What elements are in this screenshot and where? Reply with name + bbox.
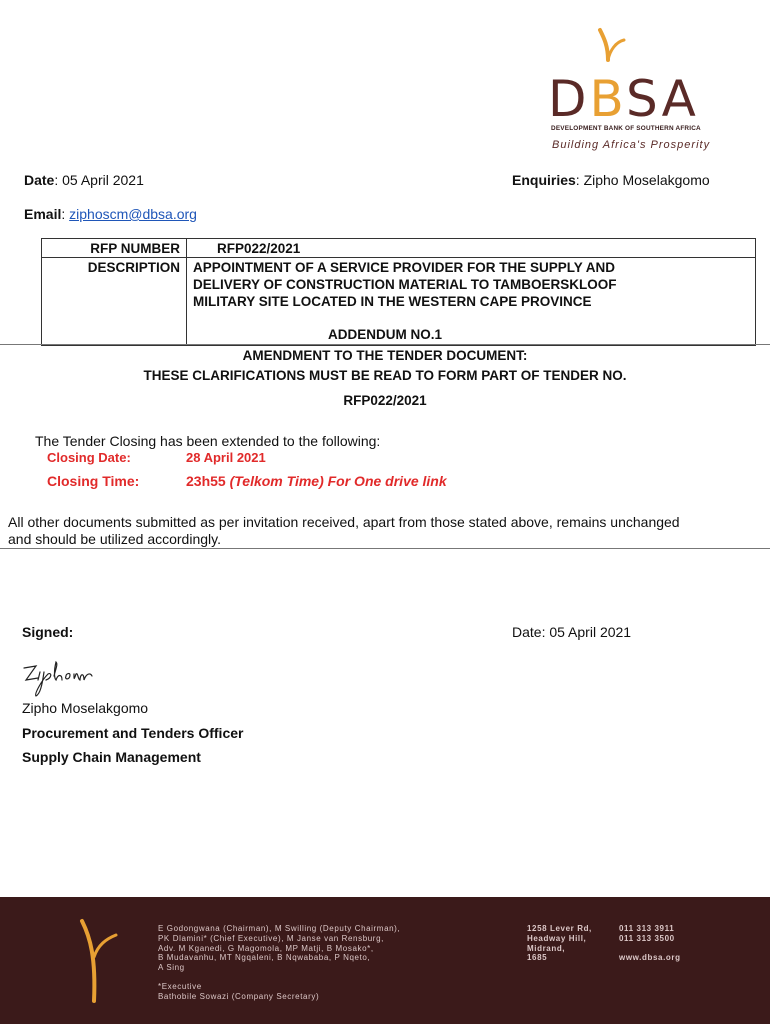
notice-line-1: All other documents submitted as per invitation received, apart from those stated above, remains unchanged — [8, 514, 680, 530]
enquiries-label: Enquiries — [512, 172, 576, 188]
footer-sprout-icon — [76, 917, 126, 1007]
signature-scribble — [22, 658, 102, 698]
signed-label: Signed: — [22, 624, 74, 640]
addendum-subtitle: AMENDMENT TO THE TENDER DOCUMENT: — [242, 348, 528, 363]
footer-phones: 011 313 3911 011 313 3500 — [619, 924, 675, 943]
email-line: Email: ziphoscm@dbsa.org — [24, 206, 197, 222]
addendum-title: ADDENDUM NO.1 — [327, 327, 442, 342]
divider — [0, 548, 770, 549]
notice-line-2: and should be utilized accordingly. — [8, 531, 221, 547]
footer-address: 1258 Lever Rd, Headway Hill, Midrand, 1685 — [527, 924, 592, 963]
rfp-description-value: APPOINTMENT OF A SERVICE PROVIDER FOR THE SUPPLY AND DELIVERY OF CONSTRUCTION MATERIAL TO TAMBOERSKLOOF MILITARY SITE LOCATED IN THE WESTERN CAPE PROVINCE — [187, 258, 756, 346]
signatory-department: Supply Chain Management — [22, 749, 201, 765]
closing-time-value: 23h55 (Telkom Time) For One drive link — [186, 473, 447, 489]
signature — [22, 658, 102, 703]
footer-secretary: *Executive Bathobile Sowazi (Company Secretary) — [158, 982, 320, 1001]
closing-date-value: 28 April 2021 — [186, 450, 266, 465]
rfp-description-label: DESCRIPTION — [42, 258, 187, 346]
footer-directors: E Godongwana (Chairman), M Swilling (Deputy Chairman), PK Dlamini* (Chief Executive), M Janse van Rensburg, Adv. M Kganedi, G Magomola, MP Matji, B Mosako*, B Mudavanhu, MT Ngqaleni, B Nqwababa, P Nqeto, A Sing — [158, 924, 401, 973]
logo-tagline: Building Africa's Prosperity — [552, 139, 711, 151]
signatory-title: Procurement and Tenders Officer — [22, 725, 244, 741]
addendum-tender-no: RFP022/2021 — [343, 393, 427, 408]
logo-bank-name: DEVELOPMENT BANK OF SOUTHERN AFRICA — [551, 125, 701, 132]
dbsa-logo — [548, 26, 728, 151]
closing-time-label: Closing Time: — [47, 473, 140, 489]
signatory-name: Zipho Moselakgomo — [22, 700, 149, 716]
addendum-clarification: THESE CLARIFICATIONS MUST BE READ TO FORM PART OF TENDER NO. — [143, 368, 627, 383]
closing-intro: The Tender Closing has been extended to the following: — [35, 433, 381, 449]
date-line — [24, 172, 144, 188]
rfp-number-label: RFP NUMBER — [42, 239, 187, 258]
rfp-number-value: RFP022/2021 — [187, 239, 756, 258]
email-link[interactable]: ziphoscm@dbsa.org — [69, 206, 197, 222]
signed-date: Date: 05 April 2021 — [512, 624, 632, 640]
divider — [0, 344, 770, 345]
date-value: : 05 April 2021 — [54, 172, 144, 188]
enquiries-line — [512, 172, 710, 188]
email-label: Email — [24, 206, 62, 222]
date-label: Date — [24, 172, 55, 188]
logo-wordmark: DBSA — [548, 70, 699, 128]
enquiries-value: : Zipho Moselakgomo — [575, 172, 710, 188]
footer-website[interactable]: www.dbsa.org — [619, 953, 681, 962]
footer — [0, 897, 770, 1024]
closing-date-label: Closing Date: — [47, 450, 131, 465]
